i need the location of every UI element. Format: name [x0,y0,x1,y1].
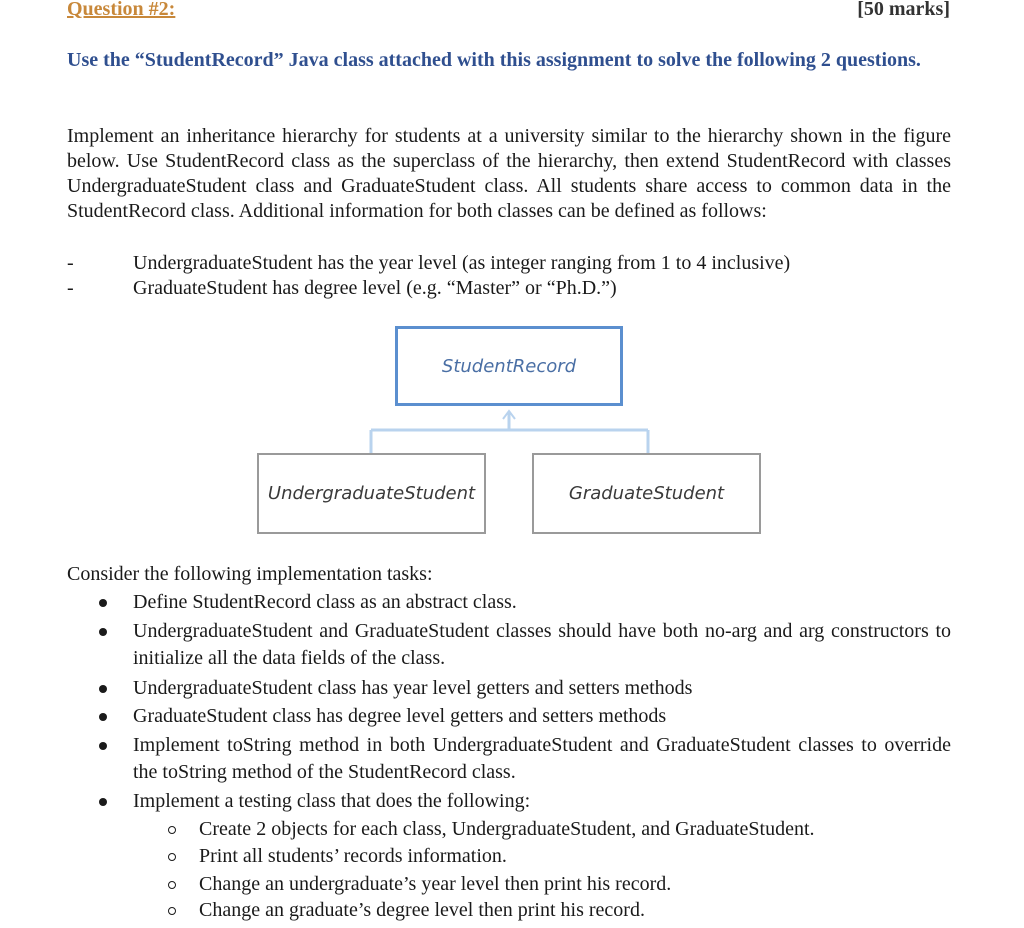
hollow-bullet-icon [168,853,176,861]
subtask-text: Change an undergraduate’s year level then print his record. [199,873,672,895]
task-item [133,703,951,730]
subtask-item [199,843,507,870]
task-item [133,618,951,672]
subclass-box-left [257,453,486,534]
subtask-item [199,871,671,898]
marks-label: [50 marks] [857,0,950,20]
task-item [133,788,951,815]
subtask-text: Create 2 objects for each class, UndergraduateStudent, and GraduateStudent. [199,818,815,840]
subtask-item [199,816,815,843]
task-item [133,589,951,616]
dash-marker: - [67,252,74,274]
subtask-text: Print all students’ records information. [199,845,507,867]
task-item [133,732,951,786]
bullet-icon [99,742,107,750]
tasks-intro: Consider the following implementation tasks: [67,563,433,585]
task-text: UndergraduateStudent and GraduateStudent classes should have both no-arg and arg constructors to initialize all the data fields of the class. [133,620,951,669]
subclass-left-label: UndergraduateStudent [267,483,476,504]
task-text: UndergraduateStudent class has year level getters and setters methods [133,677,693,699]
bullet-icon [99,628,107,636]
question-title: Question #2: [67,0,176,20]
superclass-label: StudentRecord [441,355,577,377]
task-text: GraduateStudent class has degree level getters and setters methods [133,705,667,727]
task-text: Implement toString method in both UndergraduateStudent and GraduateStudent classes to override the toString method of the StudentRecord class. [133,734,951,783]
bullet-icon [99,713,107,721]
instruction-text: Use the “StudentRecord” Java class attached with this assignment to solve the following 2 questions. [67,49,921,71]
bullet-icon [99,685,107,693]
dash-item-text: GraduateStudent has degree level (e.g. “Master” or “Ph.D.”) [133,277,617,299]
subtask-item [199,897,645,924]
dash-item-text: UndergraduateStudent has the year level (as integer ranging from 1 to 4 inclusive) [133,252,791,274]
subclass-right-label: GraduateStudent [568,483,725,504]
subtask-text: Change an graduate’s degree level then print his record. [199,899,645,921]
intro-paragraph: Implement an inheritance hierarchy for students at a university similar to the hierarchy shown in the figure below. Use StudentRecord class as the superclass of the hierarchy, then extend StudentRecord with classes UndergraduateStudent class and GraduateStudent class. All students share access to common data in the StudentRecord class. Additional information for both classes can be defined as follows: [67,125,951,222]
task-text: Define StudentRecord class as an abstract class. [133,591,517,613]
subclass-box-right [532,453,761,534]
bullet-icon [99,798,107,806]
bullet-icon [99,599,107,607]
hollow-bullet-icon [168,907,176,915]
hollow-bullet-icon [168,826,176,834]
task-text: Implement a testing class that does the following: [133,790,531,812]
dash-marker: - [67,277,74,299]
task-item [133,675,951,702]
superclass-box [395,326,623,406]
hollow-bullet-icon [168,881,176,889]
